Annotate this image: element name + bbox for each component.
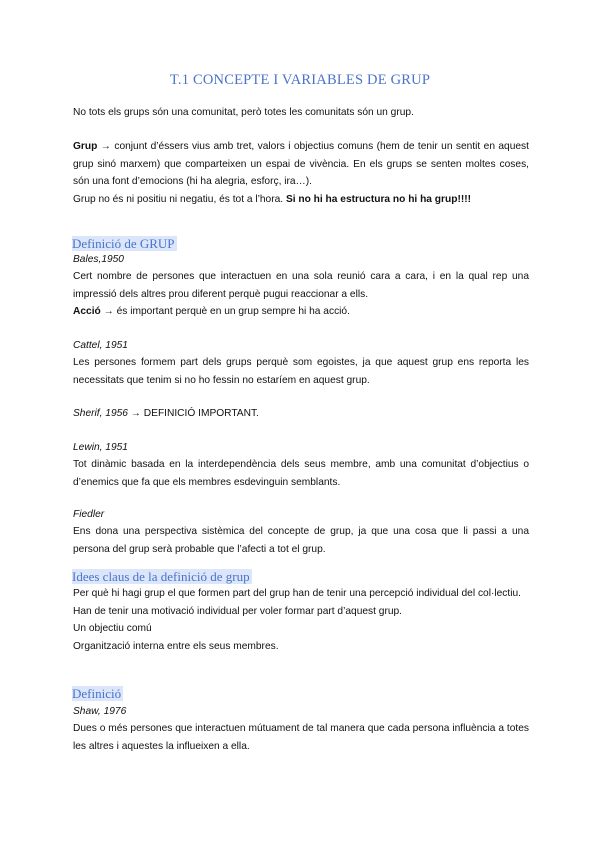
list-item: Organització interna entre els seus membres. — [73, 640, 279, 652]
author-bales: Bales,1950 — [73, 254, 124, 265]
list-item: Per què hi hagi grup el que formen part del grup han de tenir una percepció individual del col·lectiu. — [73, 588, 521, 599]
author-sherif: Sherif, 1956 — [73, 408, 128, 419]
grup-line2 — [73, 191, 529, 209]
grup-line2-text: Grup no és ni positiu ni negatiu, és tot a l’hora. — [73, 194, 286, 205]
accio-text: → és important perquè en un grup sempre hi ha acció. — [100, 306, 350, 317]
bales-text: Cert nombre de persones que interactuen en una sola reunió cara a cara, i en la qual rep una impressió dels altres prou diferent perquè pugui reaccionar a ells. — [73, 271, 529, 300]
list-item: Un objectiu comú — [73, 623, 152, 635]
author-shaw: Shaw, 1976 — [73, 706, 127, 717]
sherif-text: → DEFINICIÓ IMPORTANT. — [127, 408, 259, 419]
list-item: Han de tenir una motivació individual per voler formar part d’aquest grup. — [73, 605, 403, 617]
arrow: → — [97, 141, 115, 152]
section-heading-text: Definició — [72, 686, 122, 701]
shaw-text: Dues o més persones que interactuen mútuament de tal manera que cada persona influència a totes les altres i aquestes la influeixen a ella. — [73, 723, 529, 752]
section-heading-text: Idees claus de la definició de grup — [72, 569, 250, 584]
section-heading-idees-claus — [72, 569, 252, 585]
author-fiedler: Fiedler — [73, 509, 105, 520]
author-cattel: Cattel, 1951 — [73, 340, 128, 351]
accio-line — [73, 303, 529, 321]
section-heading-definicio-grup — [72, 236, 177, 252]
page-title: T.1 CONCEPTE I VARIABLES DE GRUP — [169, 72, 431, 88]
accio-term: Acció — [73, 306, 101, 317]
section-heading-definicio — [72, 686, 123, 702]
lewin-text: Tot dinàmic basada en la interdependència dels seus membre, amb una comunitat d’objectius o d’enemics que fa que els membres esdevinguin semblants. — [73, 459, 529, 488]
fiedler-text: Ens dona una perspectiva sistèmica del concepte de grup, ja que una cosa que li passi a una persona del grup serà probable que l’afecti a tot el grup. — [73, 526, 529, 555]
sherif-line — [73, 405, 529, 423]
intro-paragraph: No tots els grups són una comunitat, però totes les comunitats són un grup. — [73, 107, 414, 118]
grup-text: conjunt d’éssers vius amb tret, valors i objectius comuns (hem de tenir un sentit en aquest grup sinó marxem) que comparteixen un espai de vivència. En els grups se senten moltes coses, són una font d’emocions (hi ha alegria, esforç, ira…). — [73, 141, 529, 188]
cattel-text: Les persones formem part dels grups perquè som egoistes, ja que aquest grup ens reporta les necessitats que tenim si no ho fessin no estaríem en aquest grup. — [73, 357, 529, 386]
idees-claus-list — [73, 585, 529, 655]
grup-line2-bold: Si no hi ha estructura no hi ha grup!!!! — [285, 194, 472, 205]
grup-definition-paragraph — [73, 138, 529, 191]
grup-term: Grup — [73, 141, 98, 152]
author-lewin: Lewin, 1951 — [73, 442, 128, 453]
section-heading-text: Definició de GRUP — [72, 236, 175, 251]
